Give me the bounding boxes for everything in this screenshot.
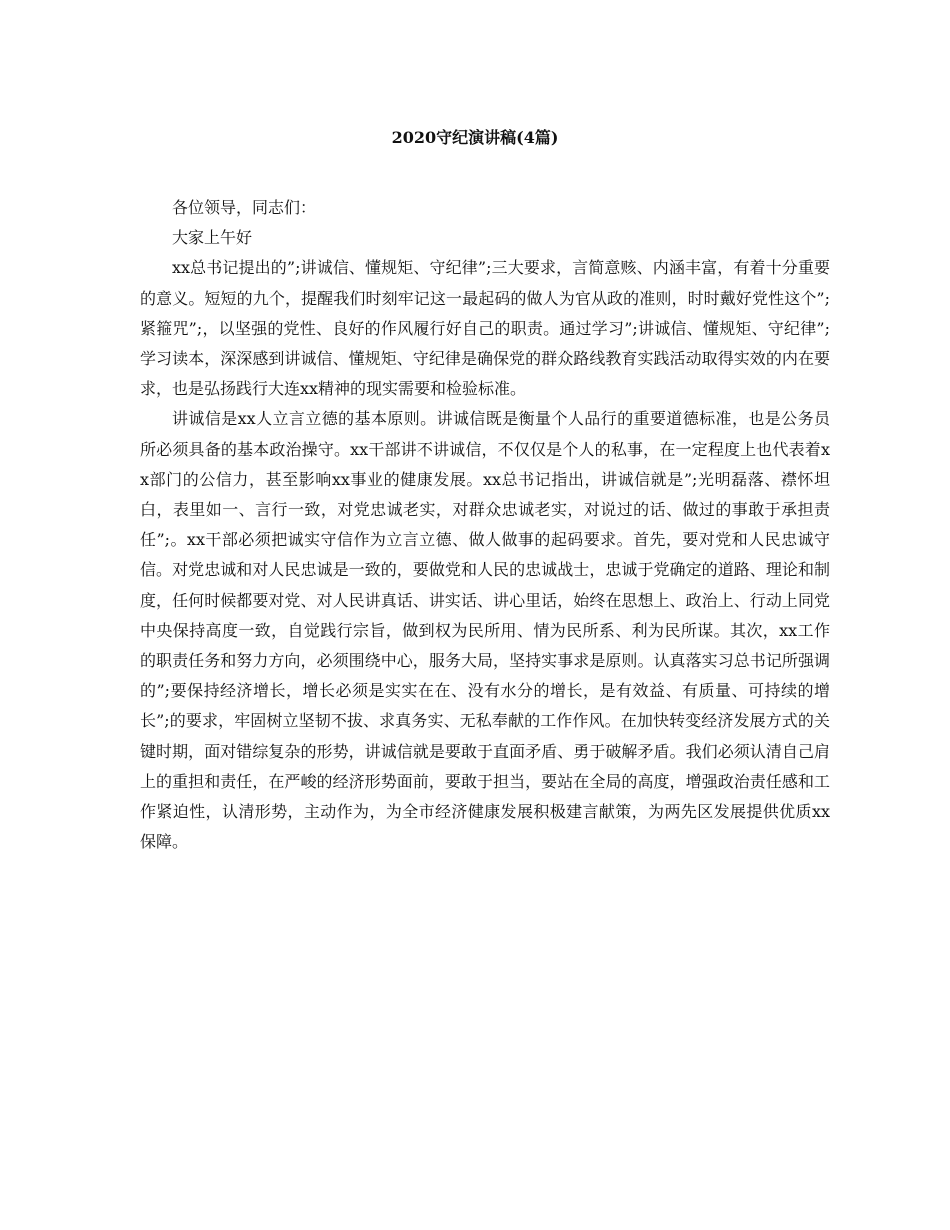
paragraph-1: xx总书记提出的”;讲诚信、懂规矩、守纪律”;三大要求，言简意赅、内涵丰富，有着十分重要的意义。短短的九个，提醒我们时刻牢记这一最起码的做人为官从政的准则，时时戴好党性这个”;紧箍咒”;，以坚强的党性、良好的作风履行好自己的职责。通过学习”;讲诚信、懂规矩、守纪律”;学习读本，深深感到讲诚信、懂规矩、守纪律是确保党的群众路线教育实践活动取得实效的内在要求，也是弘扬践行大连xx精神的现实需要和检验标准。 bbox=[140, 258, 830, 399]
greeting: 大家上午好 bbox=[172, 228, 253, 248]
document-title: 2020守纪演讲稿(4篇) bbox=[391, 128, 559, 147]
paragraph-2: 讲诚信是xx人立言立德的基本原则。讲诚信既是衡量个人品行的重要道德标准，也是公务员所必须具备的基本政治操守。xx干部讲不讲诚信，不仅仅是个人的私事，在一定程度上也代表着xx部门的公信力，甚至影响xx事业的健康发展。xx总书记指出，讲诚信就是”;光明磊落、襟怀坦白，表里如一、言行一致，对党忠诚老实，对群众忠诚老实，对说过的话、做过的事敢于承担责任”;。xx干部必须把诚实守信作为立言立德、做人做事的起码要求。首先，要对党和人民忠诚守信。对党忠诚和对人民忠诚是一致的，要做党和人民的忠诚战士，忠诚于党确定的道路、理论和制度，任何时候都要对党、对人民讲真话、讲实话、讲心里话，始终在思想上、政治上、行动上同党中央保持高度一致，自觉践行宗旨，做到权为民所用、情为民所系、利为民所谋。其次，xx工作的职责任务和努力方向，必须围绕中心，服务大局，坚持实事求是原则。认真落实习总书记所强调的”;要保持经济增长，增长必须是实实在在、没有水分的增长，是有效益、有质量、可持续的增长”;的要求，牢固树立坚韧不拔、求真务实、无私奉献的工作作风。在加快转变经济发展方式的关键时期，面对错综复杂的形势，讲诚信就是要敢于直面矛盾、勇于破解矛盾。我们必须认清自己肩上的重担和责任，在严峻的经济形势面前，要敢于担当，要站在全局的高度，增强政治责任感和工作紧迫性，认清形势，主动作为，为全市经济健康发展积极建言献策，为两先区发展提供优质xx保障。 bbox=[140, 409, 830, 852]
document-body bbox=[140, 193, 830, 857]
salutation: 各位领导，同志们： bbox=[172, 198, 317, 217]
